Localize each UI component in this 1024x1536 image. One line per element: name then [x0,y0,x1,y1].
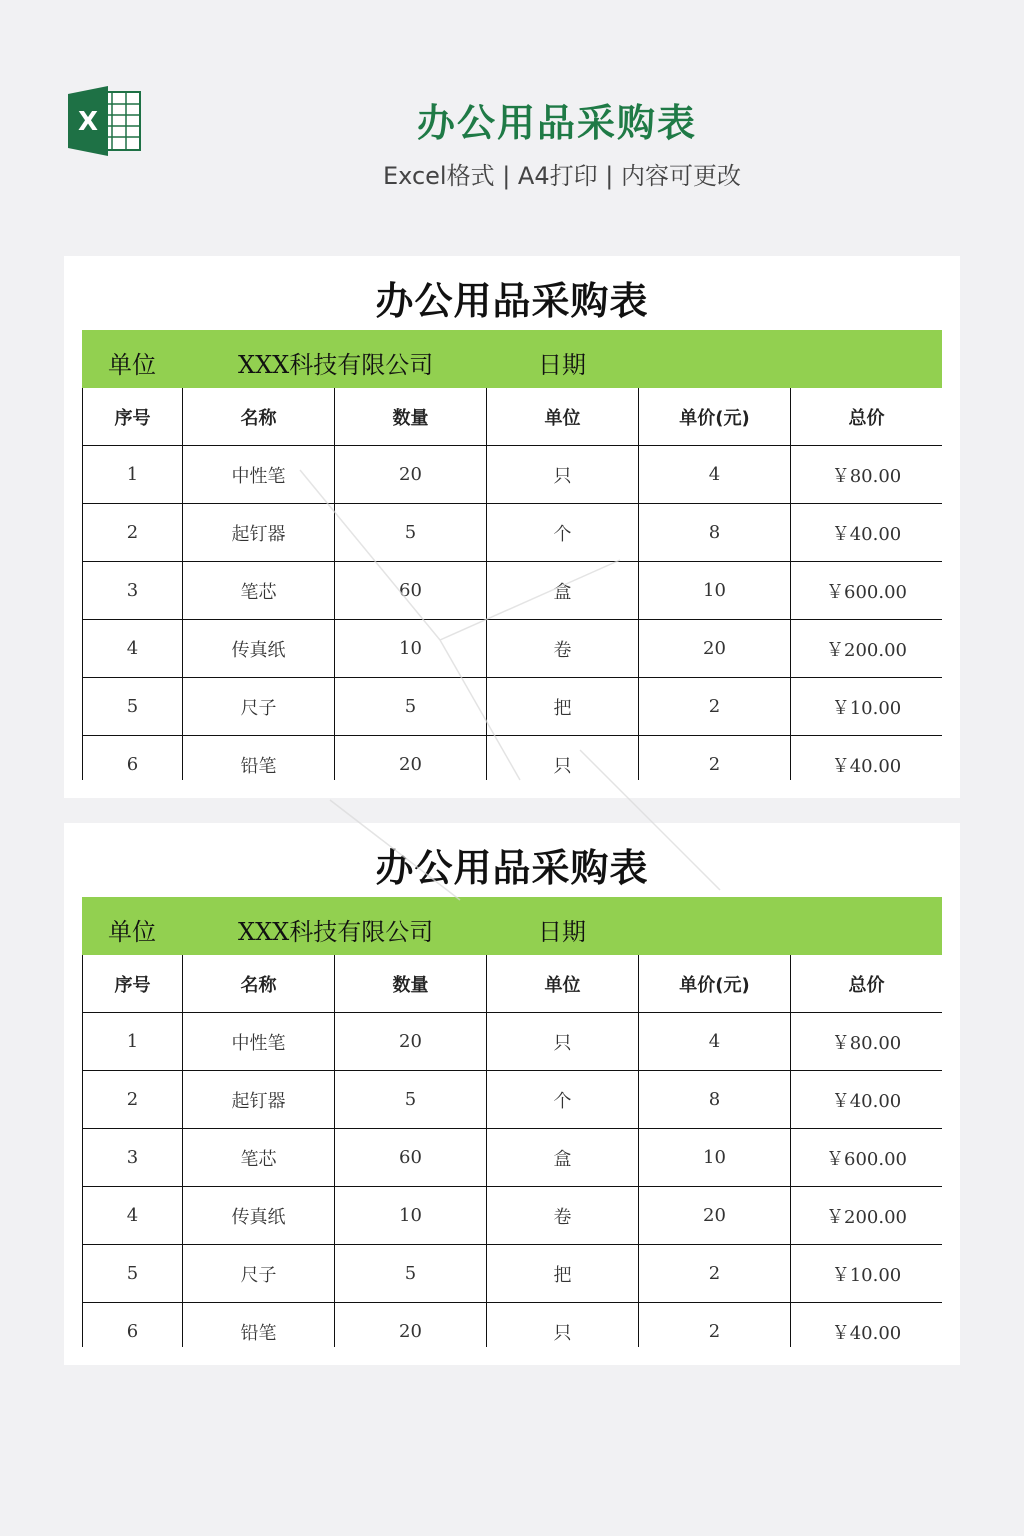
table-cell: ￥80.00 [791,1013,943,1071]
table-cell: 10 [335,620,487,678]
table-cell: 5 [335,504,487,562]
table-cell: 只 [487,446,639,504]
table-cell: 10 [639,1129,791,1187]
table-cell: 2 [83,1071,183,1129]
table-cell: ￥40.00 [791,504,943,562]
table-row [83,1187,943,1245]
sheet-preview-2 [64,823,960,1365]
table-cell: ￥200.00 [791,620,943,678]
table-cell: 个 [487,504,639,562]
column-header: 总价 [791,388,943,446]
unit-label: 单位 [108,351,156,379]
table-header-row [83,955,943,1013]
table-cell: 笔芯 [183,562,335,620]
table-cell: 传真纸 [183,1187,335,1245]
date-label: 日期 [538,918,586,946]
column-header: 单位 [487,388,639,446]
column-header: 单价(元) [639,388,791,446]
table-cell: 6 [83,1303,183,1348]
table-cell: 只 [487,1303,639,1348]
table-cell: 起钉器 [183,1071,335,1129]
table-row [83,620,943,678]
table-cell: 60 [335,1129,487,1187]
column-header: 单价(元) [639,955,791,1013]
table-cell: 5 [83,678,183,736]
table-row [83,1129,943,1187]
company-name: XXX科技有限公司 [238,351,434,379]
table-cell: 盒 [487,1129,639,1187]
table-cell: 起钉器 [183,504,335,562]
table-cell: 6 [83,736,183,781]
table-cell: 只 [487,1013,639,1071]
unit-label: 单位 [108,918,156,946]
table-cell: 3 [83,1129,183,1187]
date-label: 日期 [538,351,586,379]
table-cell: 20 [639,620,791,678]
table-cell: 20 [335,446,487,504]
table-cell: 2 [83,504,183,562]
table-cell: 1 [83,446,183,504]
table-cell: 20 [639,1187,791,1245]
table-cell: 只 [487,736,639,781]
table-cell: 卷 [487,620,639,678]
table-row [83,562,943,620]
table-cell: 尺子 [183,678,335,736]
table-cell: 2 [639,1245,791,1303]
table-cell: 5 [83,1245,183,1303]
table-header-row [83,388,943,446]
table-cell: 20 [335,1013,487,1071]
column-header: 序号 [83,955,183,1013]
column-header: 总价 [791,955,943,1013]
table-cell: ￥10.00 [791,1245,943,1303]
table-cell: ￥40.00 [791,736,943,781]
sheet-title: 办公用品采购表 [375,845,649,890]
table-cell: 10 [639,562,791,620]
table-cell: ￥80.00 [791,446,943,504]
table-row [83,736,943,781]
table-cell: 铅笔 [183,1303,335,1348]
table-cell: 5 [335,678,487,736]
column-header: 数量 [335,955,487,1013]
table-cell: 5 [335,1071,487,1129]
sheet-preview-1 [64,256,960,798]
table-cell: 3 [83,562,183,620]
table-row [83,1071,943,1129]
page-subtitle: Excel格式 | A4打印 | 内容可更改 [383,162,741,190]
page-header [0,0,1024,240]
table-cell: 2 [639,736,791,781]
column-header: 序号 [83,388,183,446]
column-header: 名称 [183,955,335,1013]
table-cell: 20 [335,1303,487,1348]
table-cell: 8 [639,1071,791,1129]
table-cell: 卷 [487,1187,639,1245]
table-cell: 60 [335,562,487,620]
table-cell: ￥10.00 [791,678,943,736]
table-cell: ￥200.00 [791,1187,943,1245]
table-row [83,1245,943,1303]
table-cell: 盒 [487,562,639,620]
table-cell: 4 [83,1187,183,1245]
sheet-title: 办公用品采购表 [375,278,649,323]
table-cell: 8 [639,504,791,562]
info-bar [82,897,942,955]
table-cell: 2 [639,678,791,736]
purchase-table [82,955,942,1347]
table-row [83,446,943,504]
table-cell: ￥600.00 [791,1129,943,1187]
table-row [83,504,943,562]
column-header: 单位 [487,955,639,1013]
excel-logo-letter: X [77,107,99,137]
purchase-table [82,388,942,780]
table-cell: 2 [639,1303,791,1348]
table-cell: 5 [335,1245,487,1303]
table-cell: 4 [83,620,183,678]
table-cell: 1 [83,1013,183,1071]
info-bar [82,330,942,388]
table-cell: 把 [487,1245,639,1303]
table-cell: 20 [335,736,487,781]
company-name: XXX科技有限公司 [238,918,434,946]
table-cell: 传真纸 [183,620,335,678]
table-row [83,1013,943,1071]
table-cell: 个 [487,1071,639,1129]
table-cell: 10 [335,1187,487,1245]
page-title: 办公用品采购表 [416,101,697,145]
table-row [83,1303,943,1348]
table-cell: 尺子 [183,1245,335,1303]
table-cell: 中性笔 [183,446,335,504]
column-header: 数量 [335,388,487,446]
table-cell: ￥600.00 [791,562,943,620]
table-cell: ￥40.00 [791,1071,943,1129]
table-cell: ￥40.00 [791,1303,943,1348]
table-cell: 4 [639,446,791,504]
table-cell: 铅笔 [183,736,335,781]
table-cell: 把 [487,678,639,736]
table-cell: 4 [639,1013,791,1071]
table-cell: 笔芯 [183,1129,335,1187]
table-row [83,678,943,736]
table-cell: 中性笔 [183,1013,335,1071]
column-header: 名称 [183,388,335,446]
